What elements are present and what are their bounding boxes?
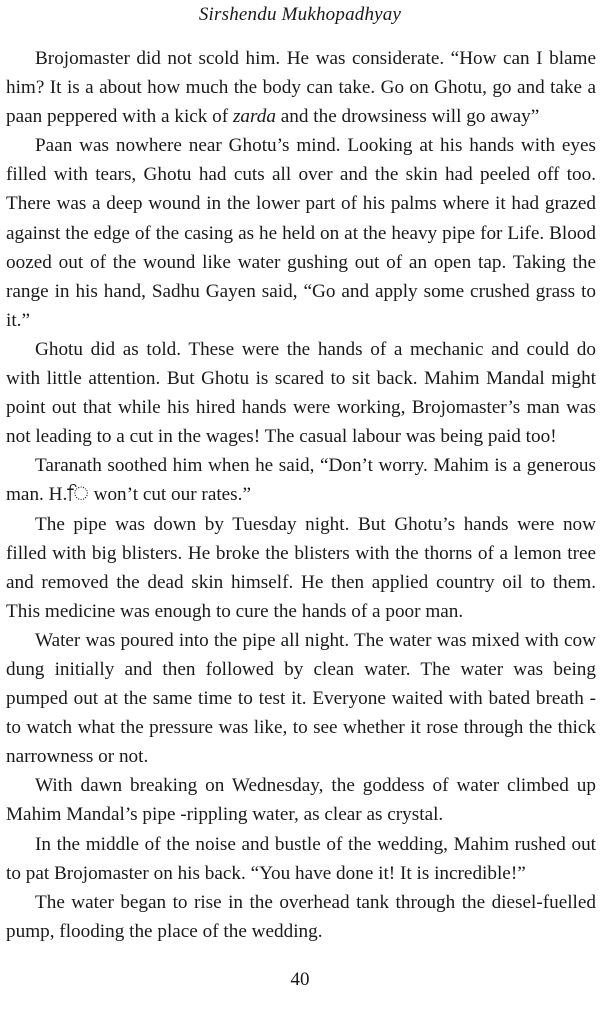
paragraph-1 bbox=[6, 44, 596, 131]
paragraph-8: In the middle of the noise and bustle of the wedding, Mahim rushed out to pat Brojomaster on his back. “You have done it! It is incredible!” bbox=[6, 833, 596, 884]
running-header: Sirshendu Mukhopadhyay bbox=[198, 4, 402, 25]
page-number: 40 bbox=[290, 969, 310, 990]
body-text bbox=[6, 44, 596, 946]
italic-word: zarda bbox=[232, 106, 276, 128]
paragraph-2: Paan was nowhere near Ghotu’s mind. Looking at his hands with eyes filled with tears, Ghotu had cuts all over and the skin had peeled off too. There was a deep wound in the lower part of his palms where it had grazed against the edge of the casing as he held on at the heavy pipe for Life. Blood oozed out of the wound like water gushing out of an open tap. Taking the range in his hand, Sadhu Gayen said, “Go and apply some crushed grass to it.” bbox=[6, 135, 596, 331]
paragraph-9: The water began to rise in the overhead tank through the diesel-fuelled pump, flooding the place of the wedding. bbox=[6, 891, 596, 942]
paragraph-5: The pipe was down by Tuesday night. But Ghotu’s hands were now filled with big blisters. He broke the blisters with the thorns of a lemon tree and removed the dead skin himself. He then applied country oil to them. This medicine was enough to cure the hands of a poor man. bbox=[6, 513, 596, 622]
paragraph-3: Ghotu did as told. These were the hands of a mechanic and could do with little attention. But Ghotu is scared to sit back. Mahim Mandal might point out that while his hired hands were working, Brojomaster’s man was not leading to a cut in the wages! The casual labour was being paid too! bbox=[6, 338, 596, 448]
paragraph-7: With dawn breaking on Wednesday, the goddess of water climbed up Mahim Mandal’s pipe -rippling water, as clear as crystal. bbox=[6, 775, 596, 826]
paragraph-6: Water was poured into the pipe all night. The water was mixed with cow dung initially and then followed by clean water. The water was being pumped out at the same time to test it. Everyone waited with bated breath - to watch what the pressure was like, to see whether it rose through the thick narrowness or not. bbox=[6, 629, 596, 768]
paragraph-1-text: Brojomaster did not scold him. He was considerate. “How can I blame him? It is a about how much the body can take. Go on Ghotu, go and take a paan peppered with a kick of bbox=[6, 48, 596, 128]
paragraph-4: Taranath soothed him when he said, “Don’t worry. Mahim is a generous man. H.ਿ won’t cut our rates.” bbox=[6, 455, 596, 506]
paragraph-1-tail: and the drowsiness will go away” bbox=[275, 106, 540, 128]
